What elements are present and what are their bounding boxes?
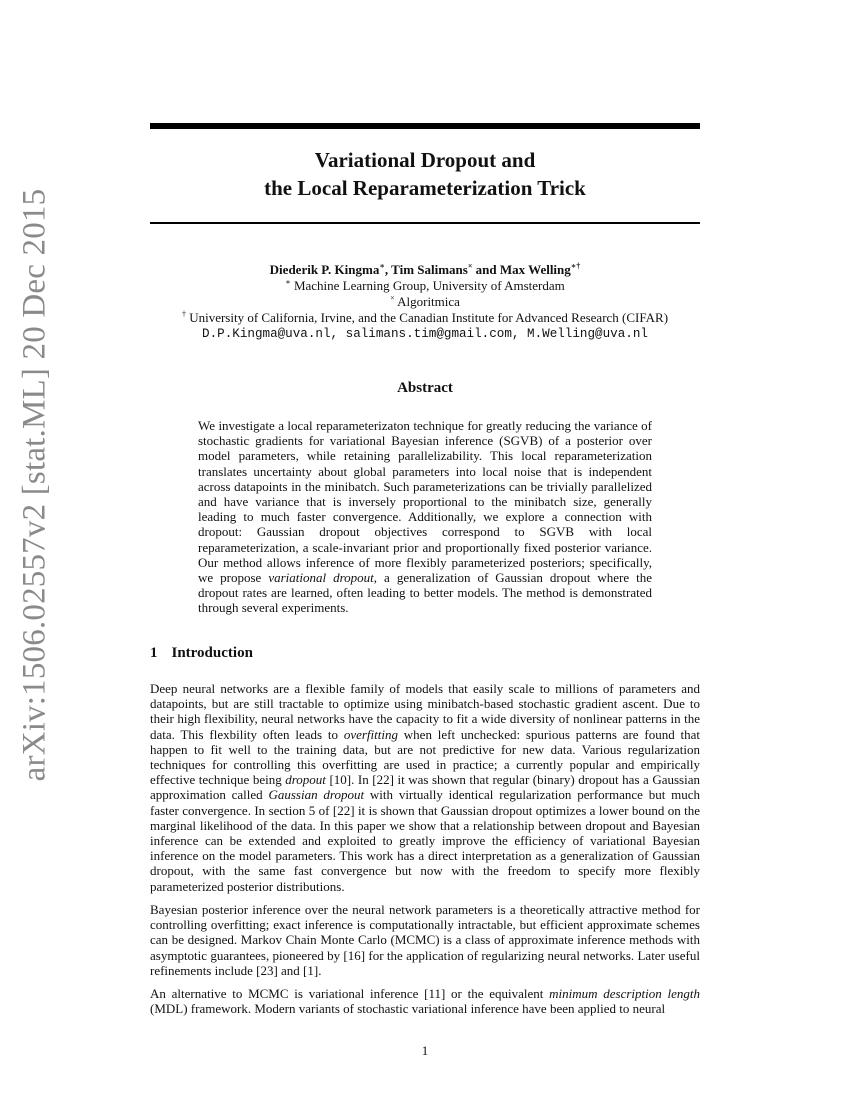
author-kingma: Diederik P. Kingma — [269, 262, 380, 277]
arxiv-identifier-sidebar — [10, 188, 60, 782]
author-names: Diederik P. Kingma∗, Tim Salimans× and Max Welling∗† — [269, 261, 581, 277]
author-block — [150, 262, 700, 342]
section-heading-introduction — [150, 645, 253, 662]
section-title: Introduction — [171, 645, 253, 661]
title-line-1: Variational Dropout and — [314, 148, 536, 172]
author-welling-mark: ∗† — [570, 261, 581, 271]
author-salimans-mark: × — [467, 261, 473, 271]
author-emails: D.P.Kingma@uva.nl, salimans.tim@gmail.com, M.Welling@uva.nl — [202, 327, 648, 341]
intro-paragraph-1: Deep neural networks are a flexible family of models that easily scale to millions of parameters and datapoints, but are still tractable to optimize using minibatch-based stochastic gradient ascent. Due to their high flexibility, neural networks have the capacity to fit a wide diversity of nonlinear patterns in the data. This flexbility often leads to overfitting when left unchecked: spurious patterns are found that happen to fit well to the training data, but are not predictive for new data. Various regularization techniques for controlling this overfitting are used in practice; a currently popular and empirically effective technique being dropout [10]. In [22] it was shown that regular (binary) dropout has a Gaussian approximation called Gaussian dropout with virtually identical regularization performance but much faster convergence. In section 5 of [22] it is shown that Gaussian dropout optimizes a lower bound on the marginal likelihood of the data. In this paper we show that a relationship between dropout and Bayesian inference can be extended and exploited to greatly improve the efficiency of variational Bayesian inference on the model parameters. This work has a direct interpretation as a generalization of Gaussian dropout, with the same fast convergence but now with the freedom to specify more flexibly parameterized posterior distributions. — [150, 681, 701, 894]
arxiv-identifier-text: arXiv:1506.02557v2 [stat.ML] 20 Dec 2015 — [16, 188, 53, 782]
author-salimans: Tim Salimans — [391, 262, 468, 277]
abstract-body: We investigate a local reparameterizaton technique for greatly reducing the variance of stochastic gradients for variational Bayesian inference (SGVB) of a posterior over model parameters, while retaining parallelizability. This local reparameterization translates uncertainty about global parameters into local noise that is independent across datapoints in the minibatch. Such parameterizations can be trivially parallelized and have variance that is inversely proportional to the minibatch size, generally leading to much faster convergence. Additionally, we explore a connection with dropout: Gaussian dropout objectives correspond to SGVB with local reparameterization, a scale-invariant prior and proportionally fixed posterior variance. Our method allows inference of more flexibly parameterized posteriors; specifically, we propose variational dropout, a generalization of Gaussian dropout where the dropout rates are learned, often leading to better models. The method is demonstrated through several experiments. — [198, 418, 652, 616]
paper-title — [150, 146, 700, 202]
title-bottom-rule — [150, 222, 700, 224]
page-number: 1 — [421, 1043, 429, 1058]
title-top-rule — [150, 123, 700, 129]
abstract-heading: Abstract — [397, 380, 453, 396]
intro-paragraph-2: Bayesian posterior inference over the neural network parameters is a theoretically attractive method for controlling overfitting; exact inference is computationally intractable, but efficient approximate schemes can be designed. Markov Chain Monte Carlo (MCMC) is a class of approximate inference methods with asymptotic guarantees, pioneered by [16] for the application of regularizing neural networks. Later useful refinements include [23] and [1]. — [150, 902, 700, 978]
abstract-emphasis: variational dropout — [268, 570, 374, 586]
section-number: 1 — [150, 645, 158, 661]
affiliation-1: ∗ Machine Learning Group, University of Amsterdam — [285, 277, 565, 293]
affiliation-2: × Algoritmica — [390, 293, 460, 309]
title-line-2: the Local Reparameterization Trick — [264, 176, 586, 200]
intro-paragraph-3: An alternative to MCMC is variational inference [11] or the equivalent minimum description length (MDL) framework. Modern variants of stochastic variational inference have been applied to neural — [150, 986, 700, 1017]
author-kingma-mark: ∗ — [379, 261, 385, 271]
affiliation-3: † University of California, Irvine, and the Canadian Institute for Advanced Research (CIFAR) — [181, 309, 669, 325]
author-welling: Max Welling — [499, 262, 571, 277]
